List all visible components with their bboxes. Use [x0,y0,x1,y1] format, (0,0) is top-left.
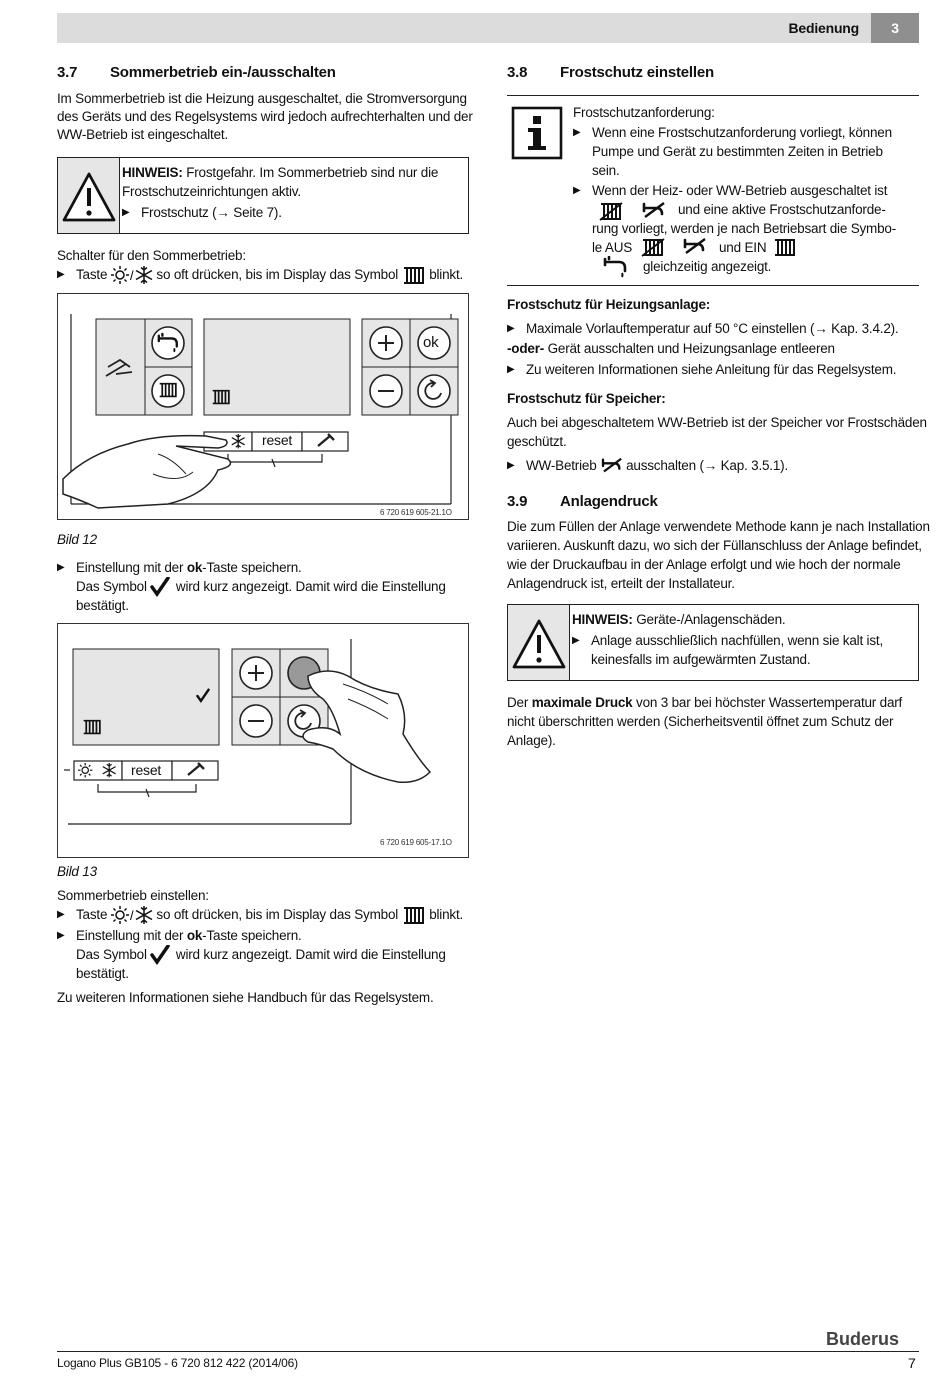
heading-3-7: 3.7 Sommerbetrieb ein-/ausschalten [57,64,336,81]
figure-12-code: 6 720 619 605-21.1O [380,508,452,517]
figure-13-code: 6 720 619 605-17.1O [380,838,452,847]
notice-frost-box [57,157,469,234]
s37-intro-line2: des Geräts und des Regelsystems wird jedoch aufrechterhalten und der [57,109,473,124]
notice-damage-line2: keinesfalls im aufgewärmten Zustand. [591,652,811,667]
pressure-line2: nicht überschritten werden (Sicherheitsventil öffnet zum Schutz der [507,714,894,729]
info-bullet-2-line5: gleichzeitig angezeigt. [643,259,772,274]
check-icon [150,577,172,597]
pressure-line3: Anlage). [507,733,556,748]
s37-intro-line3: WW-Betrieb ist eingeschaltet. [57,127,229,142]
heading-3-8: 3.8 Frostschutz einstellen [507,64,714,81]
svg-text:/: / [129,908,134,924]
brand-logo: Buderus [826,1329,900,1349]
warning-icon [58,158,120,233]
notice-label: HINWEIS: [122,165,183,180]
sun-snow-icon [111,266,153,284]
notice-text-damage: Geräte-/Anlagenschäden. [632,612,786,627]
s39-p3: wie der Druckaufbau in der Anlage erfolgt und wie hoch der normale [507,557,901,572]
info-icon [511,106,563,160]
radiator-icon [402,266,426,285]
reset-label: reset [262,432,293,448]
summer-intro: Sommerbetrieb einstellen: [57,888,209,903]
info-bullet-2-line2: und eine aktive Frostschutzanforde- [678,202,886,217]
step-2-line3: bestätigt. [76,598,129,613]
storage-bullet-1: ▶ WW-Betrieb ausschalten (→ Kap. 3.5.1). [507,456,788,476]
pressure-line1: Der maximale Druck von 3 bar bei höchster Wassertemperatur darf [507,695,903,710]
heating-bullet-2: ▶ Zu weiteren Informationen siehe Anleitung für das Regelsystem. [507,360,896,379]
heating-head: Frostschutz für Heizungsanlage: [507,297,711,312]
footer-rule [57,1351,919,1352]
s39-p1: Die zum Füllen der Anlage verwendete Methode kann je nach Installation [507,519,930,534]
heading-3-9: 3.9 Anlagendruck [507,493,658,510]
radiator-on-icon [773,238,799,258]
info-heading: Frostschutzanforderung: [573,105,715,120]
heating-bullet-1: ▶ Maximale Vorlauftemperatur auf 50 °C einstellen (→ Kap. 3.4.2). [507,319,899,338]
page-number: 7 [908,1355,916,1371]
step-3: ▶ Taste / so oft drücken, bis im Display das Symbol blinkt. [57,905,477,925]
info-box [507,95,919,286]
storage-head: Frostschutz für Speicher: [507,391,666,406]
info-bullet-2-ein: und EIN [719,240,767,255]
sun-snow-icon-2 [111,906,153,924]
step-2: ▶ Einstellung mit der ok-Taste speichern. [57,558,302,577]
notice-damage-box [507,604,919,681]
more-info: Zu weiteren Informationen siehe Handbuch für das Regelsystem. [57,990,434,1005]
warning-icon-2 [508,605,570,680]
notice-label-2: HINWEIS: [572,612,633,627]
storage-p2: geschützt. [507,434,567,449]
svg-text:/: / [129,268,134,284]
figure-13-caption: Bild 13 [57,864,97,879]
radiator-icon-2 [402,906,426,925]
info-bullet-1: ▶ Wenn eine Frostschutzanforderung vorliegt, können [573,123,892,142]
info-bullet-2-line3: rung vorliegt, werden je nach Betriebsart die Symbo- [592,221,897,236]
page-header [57,13,919,43]
step-4-line3: bestätigt. [76,966,129,981]
footer-doc: Logano Plus GB105 - 6 720 812 422 (2014/06) [57,1356,298,1370]
notice-text: Frostgefahr. Im Sommerbetrieb sind nur die [182,165,439,180]
s39-p4: Anlagendruck ist, erteilt der Installateur. [507,576,735,591]
step-4: ▶ Einstellung mit der ok-Taste speichern. [57,926,302,945]
radiator-off-icon-2 [641,238,667,258]
tap-off-icon-2 [683,236,709,258]
notice-damage-bullet: ▶ Anlage ausschließlich nachfüllen, wenn sie kalt ist, [572,631,883,650]
chapter-number: 3 [871,13,919,43]
section-title: Bedienung [788,20,859,36]
storage-p1: Auch bei abgeschaltetem WW-Betrieb ist der Speicher vor Frostschäden [507,415,927,430]
figure-13 [57,623,469,858]
s37-intro-line1: Im Sommerbetrieb ist die Heizung ausgeschaltet, die Stromversorgung [57,91,467,106]
figure-12-caption: Bild 12 [57,532,97,547]
info-bullet-1-line3: sein. [592,163,620,178]
info-bullet-2: ▶ Wenn der Heiz- oder WW-Betrieb ausgeschaltet ist [573,181,887,200]
notice-text-2: Frostschutzeinrichtungen aktiv. [122,184,301,199]
reset-label-2: reset [131,762,162,778]
switch-intro: Schalter für den Sommerbetrieb: [57,248,246,263]
tap-on-icon [603,256,629,278]
tap-off-icon-3 [600,456,626,476]
figure-12 [57,293,469,520]
step-4-line2: Das Symbol wird kurz angezeigt. Damit wird die Einstellung [76,945,446,965]
heating-oder: -oder- Gerät ausschalten und Heizungsanlage entleeren [507,341,835,356]
step-1: ▶ Taste / so oft drücken, bis im Display das Symbol blinkt. [57,265,477,285]
check-icon-2 [150,945,172,965]
info-bullet-1-line2: Pumpe und Gerät zu bestimmten Zeiten in Betrieb [592,144,883,159]
notice-link-frostschutz[interactable]: ▶ Frostschutz (→ Seite 7). [122,203,282,222]
s39-p2: variieren. Auskunft dazu, wo sich der Füllanschluss der Anlage befindet, [507,538,922,553]
info-bullet-2-line4: le AUS [592,240,633,255]
step-2-line2: Das Symbol wird kurz angezeigt. Damit wird die Einstellung [76,577,446,597]
ok-button-label: ok [423,334,439,351]
